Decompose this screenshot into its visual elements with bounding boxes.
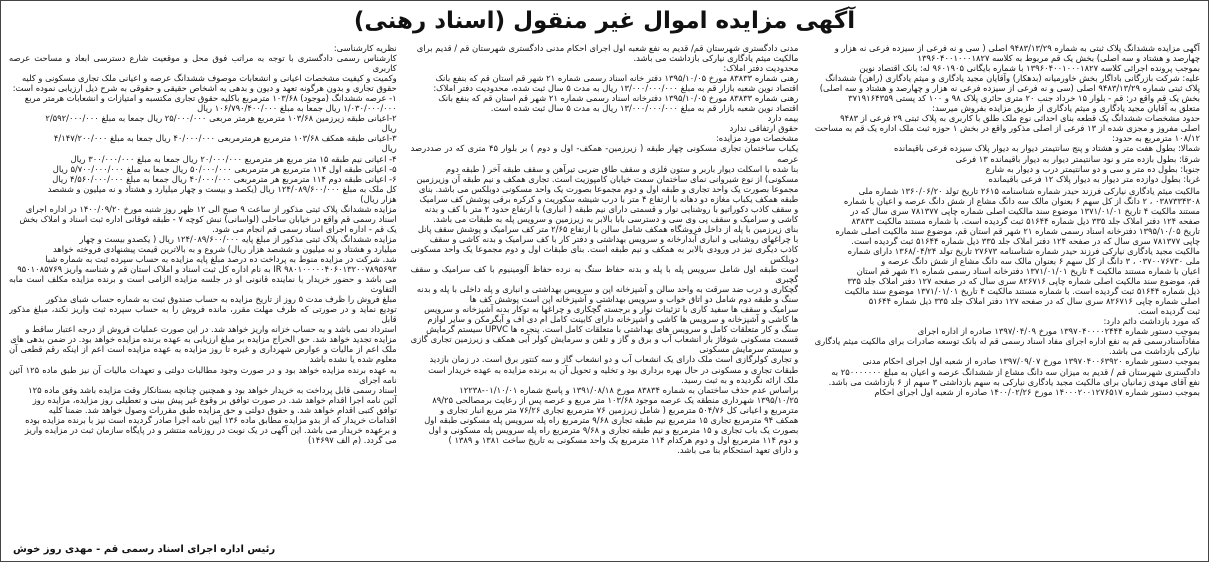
signature-line: رئیس اداره اجرای اسناد رسمی قم - مهدی روز خوش	[13, 544, 279, 555]
text-line: با چراغهای روشنایی و انباری آبدارخانه و سرویس بهداشتی و دفتر کار با کف سرامیک و بدنه کاشی و سقف	[429, 233, 799, 244]
text-line: ۱۰۸/۱۲ مترمربع به حدود:	[1112, 133, 1200, 144]
text-line: مزایده تجدید خواهد شد. حق الحراج مزایده بر مبلغ ارزیابی به عهده برنده مزایده خواهد بود. در ضمن بدهی های	[10, 334, 397, 345]
text-line: همکف ۹۴ مترمربع تجاری ۱۵ مترمربع نیم طبقه تجاری ۹/۶۸ مترمربع راه پله سرویس پله مسکونی طبقه اول	[424, 414, 799, 425]
text-line: و تجاری کولرگازی است ملک دارای یک انشعاب آب و دو انشعاب گاز و سه کنتور برق است. در زمان بازدید	[429, 354, 799, 365]
text-line: اصلی مفروز و مجزی شده از ۱۳ فرعی از اصلی مذکور واقع در بخش ۱ حوزه ثبت ملک اداره یک قم به مساحت	[814, 123, 1200, 134]
text-line: حقوق ارتفاقی ندارد	[729, 123, 799, 134]
text-line: اقدامات خریدار که از بدو مزایده مطابق ماده ۱۳۶ آیین نامه اجرا صادر گردیده است نیز با برنده مزایده بوده	[25, 414, 397, 425]
text-line: شمالا: بطول هفت متر و هشتاد و پنج سانتیمتر دیوار به دیوار پلاک سیزده فرعی باقیمانده	[893, 143, 1200, 154]
text-line: کاذب دیگری نیز در ورودی بالابر به همکف و نیم طبقه است. بنای طبقات اول و دوم مجموعا یک واحد مسکونی دوبلکس	[410, 243, 799, 264]
text-line: چهارصد و هشتاد و سه اصلی) بخش یک قم مربوط به کلاسه ۱۳۹۶۰۴۰۰۱۰۰۰۱۸۲۷	[917, 53, 1200, 64]
text-line: مزایده ششدانگ پلاک ثبتی مذکور از ساعت ۹ صبح الی ۱۲ ظهر روز شنبه مورخ ۱۴۰۰/۰۹/۲۰ در اداره اجرای	[25, 203, 397, 214]
text-line: می باشد و حضور خریدار یا نماینده قانونی او در جلسه مزایده الزامی است و برنده مزایده مکلف است مابه التفاوت	[8, 274, 397, 295]
text-line: رهنی شماره ۸۳۸۳۳ مورخ ۱۳۹۵/۱۰/۰۵ دفترخانه اسناد رسمی شماره ۲۱ شهر قم استان قم که بنفع بانک	[438, 93, 799, 104]
text-line: و دارای تعهد استحکام بنا می باشد.	[677, 444, 799, 455]
text-line: مجموعا بصورت یک واحد تجاری و طبقه اول و دوم مجموعا بصورت یک واحد مسکونی دوبلکس می باشد. بنای	[418, 183, 799, 194]
text-line: بموجب دستور شماره ۱۳۹۷۰۴۰۰۶۳۹۲۰ مورخ ۱۳۹۷/۰۹/۰۷ صادره از شعبه اول اجرای احکام مدنی	[862, 356, 1200, 367]
text-line: ۳-اعیانی طبقه همکف ۱۰۳/۶۸ مترمربع هرمترمربعی ۴۰/۰۰۰/۰۰۰ ریال جمعا به مبلغ ۴/۱۴۷/۲۰۰/۰۰۰	[53, 133, 397, 144]
text-line: اسناد رسمی قابل پرداخت به خریدار خواهد بود و همچنین چنانچه بستانکار وقت مزایده باشد وفق ماده ۱۲۵	[28, 384, 397, 395]
text-line: ها کاشی و آشپزخانه و سرویس ها کاشی و آشپزخانه دارای کابینت کامل ام دی اف و آبگرمکن و سایر لوازم	[427, 314, 799, 325]
text-line: رهنی شماره ۸۳۸۳۳ مورخ ۱۳۹۵/۱۰/۰۵ دفتر خانه اسناد رسمی شماره ۲۱ شهر قم استان قم که بنفع بانک	[435, 73, 799, 84]
text-line: کاشی و سرامیک و سقف پی وی سی و دسترسی بابا بالابر به زیرزمین و سرویس پله به طبقات می باشد.	[433, 213, 799, 224]
text-line: یک قم - اداره اجرای اسناد رسمی قم انجام می شود.	[212, 223, 397, 234]
text-line: پلاک ثبتی شماره ۹۴۸۳/۱۳/۲۹ اصلی (سی و نه فرعی از سیزده فرعی نه هزار و چهارصد و هشتاد و سه اصلی)	[819, 83, 1200, 94]
notice-title: آگهی مزایده اموال غیر منقول (اسناد رهنی)	[353, 8, 856, 34]
text-line: قسمت مسکونی شوفاژ بار انشعاب آب و برق و گاز و تلفن و سرمایش کولر آبی همکف و زیرزمین تجاری گازی و سیستم سرمایش مسکونی	[410, 334, 799, 355]
text-line: نظریه کارشناسی:	[333, 43, 397, 53]
text-line: مسکونی) از نوع شیروانی نمای ساختمان سمت خیابان کامپوزیت است. تجاری همکف و نیم طبقه آن وزیرزمین	[416, 173, 799, 184]
text-line: که مورد بازداشت دائم دارد:	[1103, 316, 1200, 327]
text-line: آگهی مزایده ششدانگ پلاک ثبتی به شماره ۹۴۸۳/۱۳/۲۹ اصلی ( سی و نه فرعی از سیزده فرعی نه هزار و	[834, 43, 1200, 53]
text-line: طبقه همکف یکباب مغازه دو دهانه با ارتفاع ۴ متر با درب شیشه سکوریت و کرکره برقی پوشش کف سرامیک	[419, 193, 799, 204]
text-line: مالکیت مجید یادگاری نیارکی فرزند حیدر شماره شناسنامه ۲۷۶۷۳ تاریخ تولد ۱۳۶۸/۰۴/۲۴ دارای شماره	[847, 245, 1200, 256]
text-line: ۴- اعیانی نیم طبقه ۱۵ متر مربع هر مترمربع ۲۰/۰۰۰/۰۰۰ ریال جمعا به مبلغ ۳۰۰/۰۰۰/۰۰۰ ریال	[70, 153, 397, 164]
text-line: یکباب ساختمان تجاری مسکونی چهار طبقه ( زیرزمین- همکف- اول و دوم ) بر بلوار ۴۵ متری که در صددرصد عرصه	[410, 143, 799, 164]
text-line: مترمربع و اعیانی کل ۵۰۴/۷۶ مترمربع ( شامل زیرزمین ۷۶ مترمربع تجاری ۷۶/۲۶ متر مربع انبار تجاری و	[439, 404, 799, 415]
text-line: حقوق تجاری و بدون هرگونه تعهد و دیون و بدهی به اشخاص حقیقی و حقوقی به شرح ذیل ارزیابی نموده است:	[12, 83, 397, 94]
text-line: استرداد نمی باشد و به حساب خزانه واریز خواهد شد. در این صورت عملیات فروش از درجه اعتبار ساقط و	[25, 324, 397, 335]
text-line: اقتصاد نوین شعبه بازار قم به مبلغ ۱۳/۰۰۰/۰۰۰/۰۰۰ ریال به مدت ۵ سال ثبت شده، محدودیت دفتر املاک:	[433, 83, 799, 94]
text-line: ۲-اعیانی طبقه زیرزمین ۱۰۳/۶۸ مترمربع هرمتر مربعی ۲۵/۰۰۰/۰۰۰ ریال جمعا به مبلغ ۲/۵۹۲/۰۰۰/۰۰۰	[45, 113, 397, 124]
text-line: ذیل شماره ۵۱۶۴۴ ثبت گردیده است. با شماره مستند مالکیت ۴ تاریخ ۱۳۷۱/۰۱/۰۱ موضوع سند مالکیت	[844, 286, 1200, 297]
text-line: براساس عدم حذف ساختمان به شماره ۸۳۸۳۴ مورخ ۱۳۹۱/۰۸/۱۸ و پاسخ شماره ۰۱/۱۰/۰۱-۱۲۲۳۸	[459, 384, 799, 395]
notice-header	[1, 1, 1208, 41]
text-line: سنگ و کار متعلقات کامل و سرویس های بهداشتی با متعلقات کامل است. پنجره ها UPVC سیستم گرمایش	[426, 324, 799, 335]
text-line: مفادآسنادرسمی قم به نفع اداره اجرای مفاد اسناد رسمی قم له بانک توسعه صادرات برای مالکیت میثم یادگاری	[814, 336, 1200, 347]
text-line: کل ملک به مبلغ ۱۲۴/۰۸۹/۶۰۰/۰۰۰ ریال (یکصد و بیست و چهار میلیارد و هشتاد و نه میلیون و ششصد	[47, 183, 397, 194]
text-line: ثبت گردیده است.	[1137, 306, 1200, 317]
text-line: ۶- اعیانی طبقه دوم ۱۱۴ مترمربع هر مترمربعی ۴۰/۰۰۰/۰۰۰ ریال جمعا به مبلغ ۴/۵۶۰/۰۰۰/۰۰۰ ریال	[52, 173, 397, 184]
text-line: نیارکی بازداشت می باشد.	[1108, 346, 1200, 357]
text-line: توافق کتبی اقدام خواهد شد. و حقوق دولتی و حق مزایده طبق مقررات وصول خواهد شد. ضمنا کلیه	[48, 404, 397, 415]
text-line: مالکیت میثم یادگاری نیارکی بازداشت می باشد.	[633, 53, 799, 64]
text-line: اسناد رسمی قم واقع در خیابان ساحلی (لواسانی) نبش کوچه ۷ - طبقه فوقانی اداره ثبت اسناد و املاک بخش	[19, 213, 397, 224]
text-line: ۱- عرصه ششدانگ (موجود) ۱۰۳/۶۸ مترمربع باکلیه حقوق تجاری مکتسبه و امتیازات و انشعابات هرمتر مربع	[24, 93, 397, 104]
text-line: میلیارد و هشتاد و نه میلیون و ششصد هزار ریال) شروع و به بالاترین قیمت پیشنهادی فروخته خواهد	[52, 243, 397, 254]
text-line: صفحه ۱۲۴ دفتر املاک جلد ۳۳۵ ذیل شماره ۵۱۶۴۴ ثبت گردیده است. با شماره مستند مالکیت ۸۳۸۳۳	[851, 215, 1200, 226]
text-line: IR ۹۸۰۱۰۰۰۰۰۴۰۶۰۱۳۲۰۰۷۸۹۵۶۹۳ به نام اداره کل ثبت اسناد و املاک استان قم و شناسه واریز ۹۵۰۱۰۸۵۷۶۹	[17, 264, 397, 275]
text-line: سنگ و طبقه دوم شامل دو اتاق خواب و سرویس بهداشتی و آشپزخانه اپن است پوشش کف ها	[469, 294, 799, 305]
text-line: مزایده ششدانگ پلاک ثبتی مذکور از مبلغ پایه ۱۲۴/۰۸۹/۶۰۰/۰۰۰ ریال ( یکصدو بیست و چهار	[79, 233, 397, 244]
text-line: شد. شرکت در مزایده منوط به پرداخت ده درصد مبلغ پایه مزایده به حساب سپرده ثبت به شماره شبا	[45, 253, 397, 264]
text-line: اقتصاد نوین شعبه بازار قم به مبلغ ۱۳/۰۰۰/۰۰۰/۰۰۰ ریال به مدت ۵ سال ثبت شده است.	[490, 103, 799, 114]
text-column-middle	[411, 43, 799, 553]
text-column-right	[812, 43, 1200, 553]
text-line: چاپی ۷۸۱۳۷۷ سری سال که در صفحه ۱۲۴ دفتر املاک جلد ۳۳۵ ذیل شماره ۵۱۶۴۴ ثبت گردیده است.	[851, 235, 1200, 246]
text-line: جنوبا: بطول ده متر و سی و دو سانتیمتر درب و دیوار به شارع	[985, 163, 1200, 174]
text-line: طبقات تجاری و مسکونی در حال بهره برداری بود و تخلیه و تحویل آن به برنده مزایده به عهده خریدار است	[428, 364, 799, 375]
text-line: است طبقه اول شامل سرویس پله با پله و بدنه حفاظ سنگ به نرده حفاظ آلومینیوم با کف سرامیک و سقف گچبری	[410, 264, 799, 285]
text-line: سرامیک و سقف ها سفید کاری با تزئینات نوار و برجسته گچکاری و چراغها به توکار بدنه آشپزخانه و سرویس	[424, 304, 799, 315]
text-line: بموجب دستور شماره ۱۳۹۷۰۴۰۰۰۰۲۴۴۴ مورخ ۱۳۹۷/۰۴/۰۹ صادره از اداره اجرای	[917, 326, 1200, 337]
text-line: دادگستری شهرستان قم / قدیم به میزان سه دانگ مشاع از ششدانگ عرصه و اعیان به مبلغ ۲۵۰۰۰۰۰۰۰ به	[831, 366, 1200, 377]
text-line: ۰۳۸۷۳۳۴۳۰۸ ، ۲ دانگ از کل سهم ۶ بعنوان مالک سه دانگ مشاع از شش دانگ عرصه و اعیان با شماره	[843, 195, 1200, 206]
text-line: محدودیت دفتر املاک:	[723, 63, 799, 74]
text-line: و برعهده خریدار می باشد. این آگهی در یک نوبت در روزنامه منتشر و در پایگاه سازمان ثبت در مزایده واریز	[24, 424, 397, 435]
text-line: علیه: شرکت بازرگانی باداگار بخش خاورمیانه (بدهکار) وآقایان مجید یادگاری و میثم یادگاری (راهن) ششدانگ	[825, 73, 1200, 84]
text-line: ملی ۰۳۷۰۰۷۶۷۳۰ ، ۳ دانگ از کل سهم ۶ بعنوان مالک سه دانگ مشاع از شش دانگ عرصه و	[881, 255, 1200, 266]
text-line: بموجب دستور شماره ۱۴۰۰۰۲۰۰۱۲۷۶۵۱۷ مورخ ۱۴۰۰/۰۲/۲۶ صادره از شعبه اول اجرای احکام	[874, 386, 1200, 397]
text-line: حدود مشخصات ششدانگ یک قطعه بنای احداثی نوع ملک طلق با کاربری به پلاک ثبتی ۲۹ فرعی از ۹۴۸۳	[840, 113, 1200, 124]
text-line: گچکاری و درب ضد سرقت به واحد سالن و آشپزخانه اپن و سرویس بهداشتی و انباری و پله داخلی با پله و بدنه	[416, 284, 799, 295]
text-line: اعیان با شماره مستند مالکیت ۴ تاریخ ۱۳۷۱/۰۱/۰۱ دفترخانه اسناد رسمی شماره ۲۱ شهر قم استان	[856, 266, 1200, 277]
text-line: بنا شده با اسکلت دیوار باربر و ستون فلزی و سقف طاق ضربی تیرآهن و سقف طبقه آخر ( طبقه دوم	[445, 163, 799, 174]
text-line: بخش یک قم واقع در: قم - بلوار ۱۵ خرداد جنب ۲۰ متری حائری پلاک ۹۸ و ۱۰۰ کد پستی ۳۷۱۹۱۶۴۳۵۹	[848, 93, 1200, 104]
text-line: بصورت یک باب تجاری و ۱۵ مترمربع و نیم طبقه تجاری و ۹/۶۸ مترمربع راه پله سرویس پله مسکونی و اول	[428, 424, 799, 435]
text-line: تاریخ ۱۳۹۵/۱۰/۰۵ دفترخانه اسناد رسمی شماره ۲۱ شهر قم استان قم، موضوع سند مالکیت اصلی شماره	[835, 225, 1200, 236]
text-line: مبلغ فروش را ظرف مدت ۵ روز از تاریخ مزایده به حساب صندوق ثبت به شماره حساب شبای مذکور	[46, 294, 397, 305]
text-line: ریال	[381, 143, 397, 154]
text-line: کارشناس رسمی دادگستری با توجه به مراتب فوق محل و موقعیت شارع دسترسی ابعاد و مساحت عرصه کاربری	[8, 53, 397, 74]
text-line: وکمیت و کیفیت مشخصات اعیانی و انشعابات موصوف ششدانگ عرصه و اعیانی ملک تجاری مسکونی و کلیه	[21, 73, 397, 84]
text-line: ۱/۰۳۰/۰۰۰/۰۰۰ ریال جمعا به مبلغ ۱۰۶/۷۹۰/۴۰۰/۰۰۰ ریال	[197, 103, 397, 114]
text-line: اصلی شماره چاپی ۸۲۶۷۱۶ سری سال که در صفحه ۱۲۷ دفتر املاک جلد ۳۳۵ ذیل شماره ۵۱۶۴۴	[868, 296, 1200, 307]
text-line: ریال	[381, 123, 397, 134]
text-line: قم، موضوع سند مالکیت اصلی شماره چاپی ۸۲۶۷۱۶ سری سال که در صفحه ۱۲۷ دفتر املاک جلد ۳۳۵	[847, 276, 1200, 287]
text-line: ملک ارائه نگردیده و به ثبت رسید.	[681, 374, 799, 385]
text-line: بیمه دارد	[767, 113, 799, 124]
text-line: می گردد. (م الف ۱۴۶۹۷)	[308, 434, 397, 445]
text-line: و دوم ۱۱۴ مترمربع اول و دوم هرکدام ۱۱۴ مترمربع یک واحد مسکونی به تاریخ ساخت ۱۳۸۱ و ۱۳۸۹ )	[448, 434, 799, 445]
text-line: آئین نامه اجرا اقدام خواهد شد. در صورت توافق بر وقوع غیر پیش بینی و تعطیلی روز مزایده، مزایده روز	[32, 394, 397, 405]
text-line: غربا: بطول دوازده متر دیوار به دیوار پلاک ۱۲ فرعی باقیمانده	[988, 173, 1200, 184]
text-line: مالکیت میثم یادگاری نیارکی فرزند حیدر شماره شناسنامه ۲۶۱۵ تاریخ تولد ۱۳۶۰/۰۶/۲۰ شماره ملی	[858, 185, 1200, 196]
text-line: ملک اعم از مالیات و عوارض شهرداری و غیره تا روز مزایده به عهده مزایده است اعم از اینکه رقم قطعی آن معلوم شده یا نشده باشد	[8, 344, 397, 365]
text-line: و سقف کاذب دکوراتیو با روشنایی نوار و قسمتی دارای نیم طبقه ( انباری) با ارتفاع حدود ۲ متر با کف و بدنه	[424, 203, 799, 214]
text-line: مدنی دادگستری شهرستان قم/ قدیم به نفع شعبه اول اجرای احکام مدنی دادگستری شهرستان قم / قدیم برای	[416, 43, 799, 53]
text-line: هزار ریال)	[360, 193, 397, 204]
text-line: بنای زیرزمین با پله از داخل فروشگاه همکف شامل سالن با ارتفاع ۲/۶۵ متر کف سرامیک و پوشش سقف پانل	[417, 223, 799, 234]
text-line: مشخصات مورد مزایده:	[715, 133, 799, 144]
text-line: بموجب پرونده اجرائی کلاسه ۱۳۹۶۰۴۰۰۱۰۰۰۱۸۲۷ با شماره بایگانی ۹۶۰۱۹۰۵ له: بانک اقتصاد نوین	[859, 63, 1200, 74]
text-line: نفع آقای مهدی زمانیان برای مالکیت مجید یادگاری نیارکی به سهم بازداشتی ۳ سهم از ۶ بازداشت می باشد.	[828, 376, 1200, 387]
text-line: ۵- اعیانی طبقه اول ۱۱۴ مترمربع هر مترمربعی ۵۰/۰۰۰/۰۰۰ ریال جمعا به مبلغ ۵/۷۰۰/۰۰۰/۰۰۰ ریال	[52, 163, 397, 174]
text-line: به عهده برنده مزایده خواهد بود و در صورت وجود مطالبات دولتی و تعهدات مالیات آن نیز طبق ماده ۱۲۵ آئین نامه اجرای	[8, 364, 397, 385]
text-line: متعلق به آقایان مجید یادگاری و میثم یادگاری از طریق مزایده بفروش میرسد:	[932, 103, 1200, 114]
text-line: شرقا: بطول بازده متر و نود سانتیمتر دیوار به دیوار باقیمانده ۱۳ فرعی	[955, 153, 1200, 164]
text-column-left	[9, 43, 397, 553]
text-line: ۱۳۹۵/۱۰/۲۵ شهرداری منطقه یک عرصه موجود ۱۰۳/۶۸ متر مربع و عرصه پس از رعایت برمصالحی ۸۹/۲۵	[432, 394, 799, 405]
text-line: مستند مالکیت ۴ تاریخ ۱۳۷۱/۰۱/۰۱ موضوع سند مالکیت اصلی شماره چاپی ۷۸۱۳۷۷ سری سال که در	[850, 205, 1200, 216]
notice-body	[9, 43, 1200, 553]
text-line: تودیع نماید و در صورتی که ظرف مهلت مقرر، مانده فروش را به حساب سپرده ثبت واریز نکند، مبلغ مذکور قابل	[8, 304, 397, 325]
